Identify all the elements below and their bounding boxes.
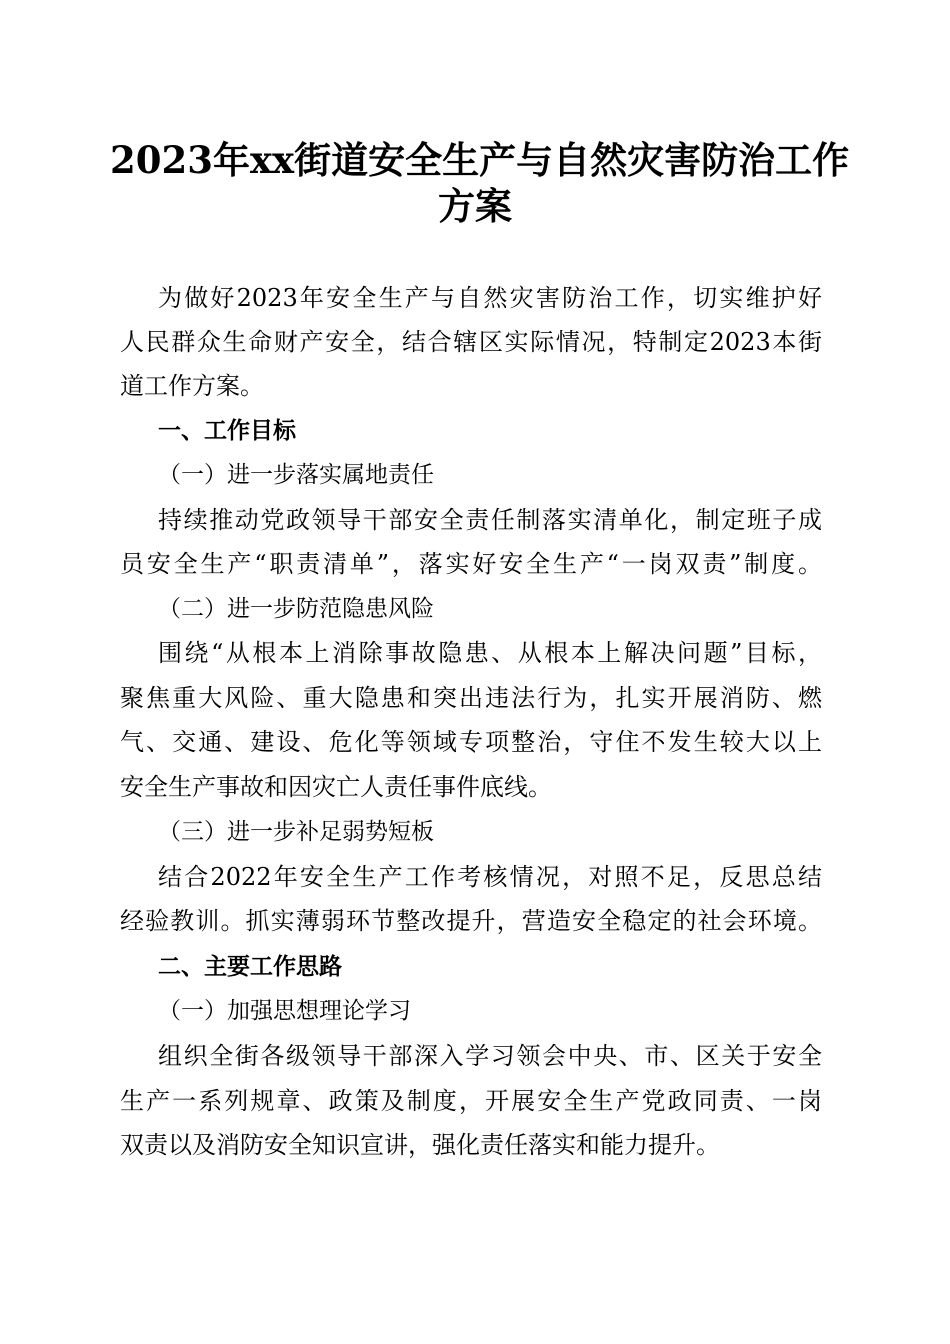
document-title-continued: 方案 [438,184,512,228]
paragraph-line: 组织全街各级领导干部深入学习领会中央、市、区关于安全 [158,1042,822,1070]
subsection-heading: （一）进一步落实属地责任 [158,462,434,488]
paragraph-line: 员安全生产“职责清单”，落实好安全生产“一岗双责”制度。 [120,550,822,578]
section-heading-goals: 一、工作目标 [158,418,296,444]
paragraph-line: 围绕“从根本上消除事故隐患、从根本上解决问题”目标， [158,639,822,667]
paragraph-line: 气、交通、建设、危化等领域专项整治，守住不发生较大以上 [120,728,822,756]
intro-paragraph-line: 人民群众生命财产安全，结合辖区实际情况，特制定2023本街 [120,328,822,356]
section-heading-approach: 二、主要工作思路 [158,954,342,980]
paragraph-line: 生产一系列规章、政策及制度，开展安全生产党政同责、一岗 [120,1087,822,1115]
paragraph-line: 安全生产事故和因灾亡人责任事件底线。 [120,773,552,801]
subsection-heading: （一）加强思想理论学习 [158,998,411,1024]
subsection-heading: （三）进一步补足弱势短板 [158,819,434,845]
paragraph-line: 双责以及消防安全知识宣讲，强化责任落实和能力提升。 [120,1131,720,1159]
document-title: 2023年xx街道安全生产与自然灾害防治工作 [110,138,850,182]
paragraph-line: 结合2022年安全生产工作考核情况，对照不足，反思总结 [158,863,822,891]
paragraph-line: 持续推动党政领导干部安全责任制落实清单化，制定班子成 [158,506,822,534]
intro-paragraph-line: 道工作方案。 [120,372,264,400]
paragraph-line: 聚焦重大风险、重大隐患和突出违法行为，扎实开展消防、燃 [120,684,822,712]
intro-paragraph-line: 为做好2023年安全生产与自然灾害防治工作，切实维护好 [158,284,822,312]
subsection-heading: （二）进一步防范隐患风险 [158,596,434,622]
paragraph-line: 经验教训。抓实薄弱环节整改提升，营造安全稳定的社会环境。 [120,907,822,935]
